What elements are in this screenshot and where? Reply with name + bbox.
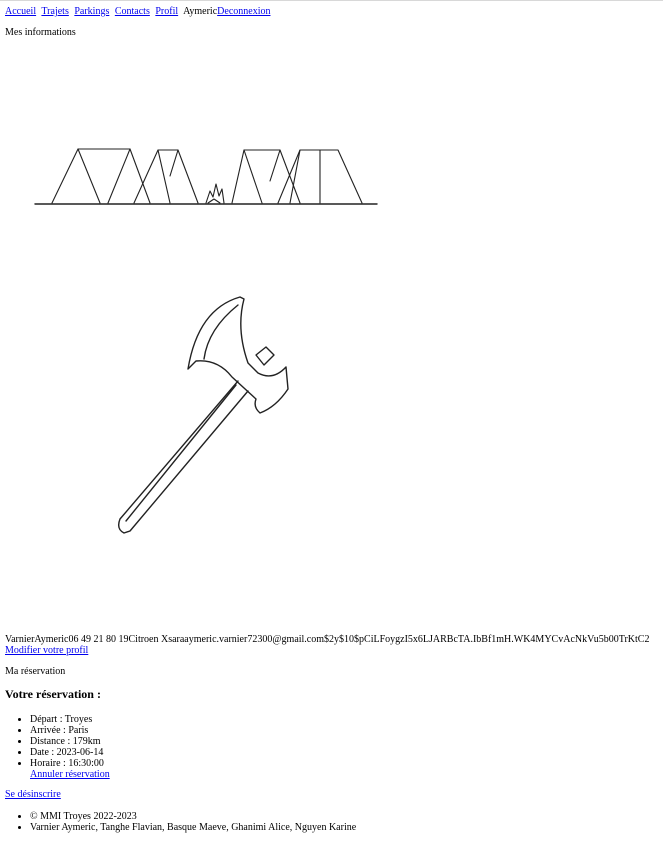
profile-heading: Mes informations bbox=[5, 27, 76, 38]
edit-profile-link[interactable]: Modifier votre profil bbox=[5, 645, 89, 656]
nav-link-contacts[interactable]: Contacts bbox=[114, 6, 150, 17]
current-user-name: Aymeric bbox=[183, 6, 218, 17]
reservation-time-text: Horaire : 16:30:00 bbox=[30, 758, 104, 769]
axe-illustration bbox=[108, 289, 298, 541]
nav-link-parkings[interactable]: Parkings bbox=[74, 6, 110, 17]
camping-tents-illustration bbox=[30, 141, 380, 211]
reservation-details-list bbox=[5, 714, 110, 780]
reservation-title: Votre réservation : bbox=[5, 687, 101, 701]
footer-copyright: • © MMI Troyes 2022-2023 bbox=[30, 811, 356, 822]
reservation-departure: • Départ : Troyes bbox=[30, 714, 110, 725]
cancel-reservation-link[interactable]: Annuler réservation bbox=[30, 769, 110, 780]
logout-link[interactable]: Deconnexion bbox=[217, 6, 271, 17]
profile-details: VarnierAymeric06 49 21 80 19Citroen Xsaraaymeric.varnier72300@gmail.com$2y$10$pCiLFoygzI5x6LJARBcTA.IbBf1mH.WK4MYCvAcNkVu5b00TrKtC2 bbox=[5, 634, 650, 645]
nav-link-trajets[interactable]: Trajets bbox=[41, 6, 69, 17]
main-nav bbox=[5, 6, 273, 17]
reservation-date: • Date : 2023-06-14 bbox=[30, 747, 110, 758]
reservation-time bbox=[30, 758, 110, 780]
reservation-heading: Ma réservation bbox=[5, 666, 66, 677]
footer-credits: • Varnier Aymeric, Tanghe Flavian, Basque Maeve, Ghanimi Alice, Nguyen Karine bbox=[30, 822, 356, 833]
reservation-arrival: • Arrivée : Paris bbox=[30, 725, 110, 736]
unsubscribe-link[interactable]: Se désinscrire bbox=[5, 789, 61, 800]
nav-link-accueil[interactable]: Accueil bbox=[5, 6, 37, 17]
nav-link-profil[interactable]: Profil bbox=[155, 6, 179, 17]
footer-list bbox=[5, 811, 356, 833]
reservation-distance: • Distance : 179km bbox=[30, 736, 110, 747]
